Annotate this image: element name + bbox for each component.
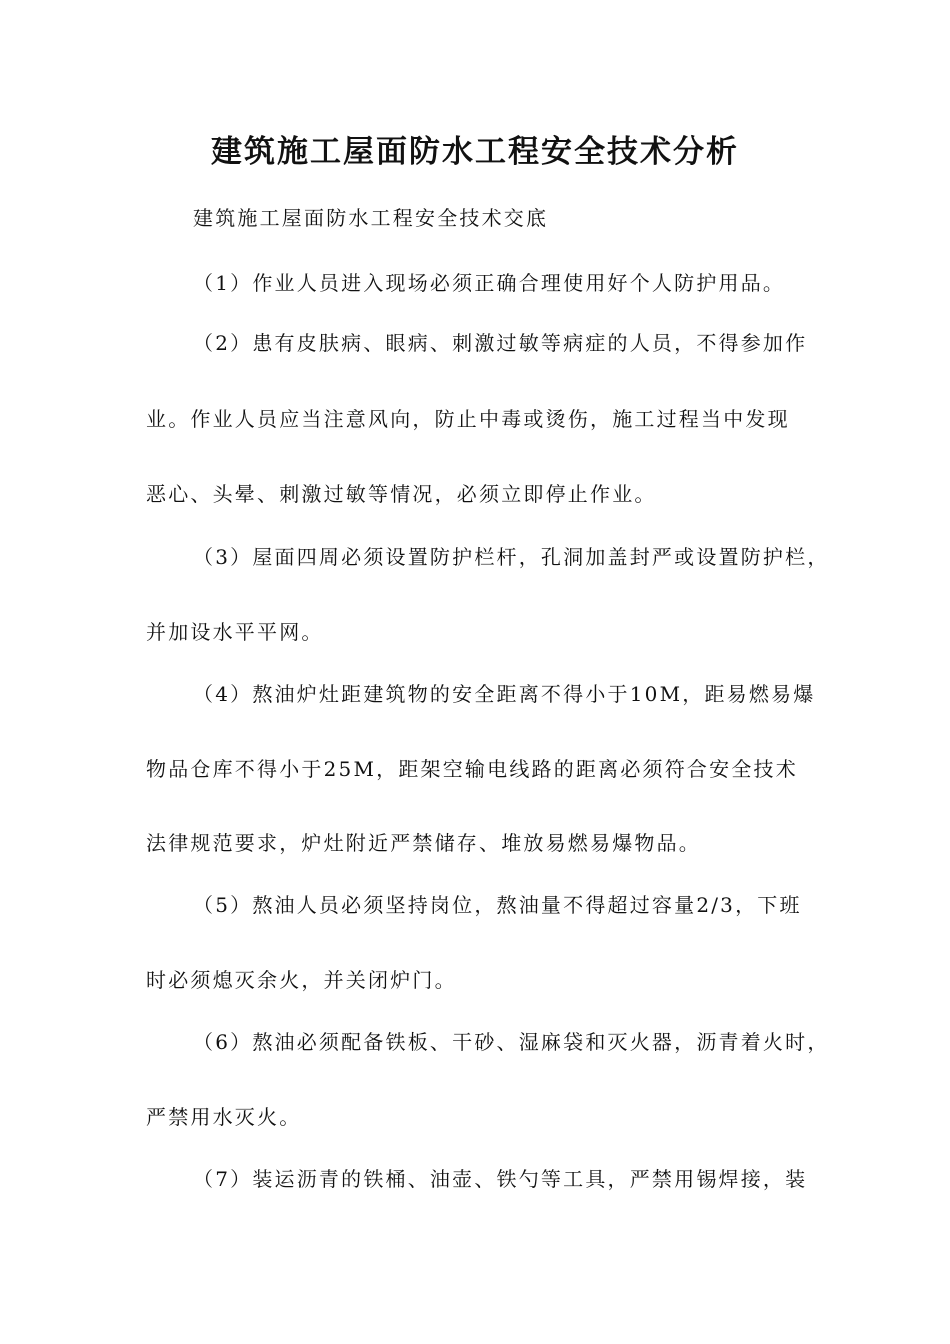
paragraph-4-line-1: （4）熬油炉灶距建筑物的安全距离不得小于10M，距易燃易爆 xyxy=(193,682,816,706)
paragraph-6-line-1: （6）熬油必须配备铁板、干砂、湿麻袋和灭火器，沥青着火时， xyxy=(193,1030,830,1054)
paragraph-2-line-1: （2）患有皮肤病、眼病、刺激过敏等病症的人员，不得参加作 xyxy=(193,331,808,355)
paragraph-1-line-1: （1）作业人员进入现场必须正确合理使用好个人防护用品。 xyxy=(193,271,786,295)
paragraph-2-line-2: 业。作业人员应当注意风向，防止中毒或烫伤，施工过程当中发现 xyxy=(146,407,790,431)
paragraph-2-line-3: 恶心、头晕、刺激过敏等情况，必须立即停止作业。 xyxy=(146,482,657,506)
paragraph-5-line-2: 时必须熄灭余火，并关闭炉门。 xyxy=(146,968,457,992)
paragraph-5-line-1: （5）熬油人员必须坚持岗位，熬油量不得超过容量2/3，下班 xyxy=(193,893,802,917)
paragraph-4-line-3: 法律规范要求，炉灶附近严禁储存、堆放易燃易爆物品。 xyxy=(146,831,701,855)
paragraph-3-line-2: 并加设水平平网。 xyxy=(146,620,324,644)
document-title: 建筑施工屋面防水工程安全技术分析 xyxy=(211,134,739,170)
paragraph-6-line-2: 严禁用水灭火。 xyxy=(146,1105,302,1129)
paragraph-4-line-2: 物品仓库不得小于25M，距架空输电线路的距离必须符合安全技术 xyxy=(146,757,798,781)
paragraph-7-line-1: （7）装运沥青的铁桶、油壶、铁勺等工具，严禁用锡焊接，装 xyxy=(193,1167,808,1191)
document-subtitle: 建筑施工屋面防水工程安全技术交底 xyxy=(193,206,549,230)
paragraph-3-line-1: （3）屋面四周必须设置防护栏杆，孔洞加盖封严或设置防护栏， xyxy=(193,545,830,569)
